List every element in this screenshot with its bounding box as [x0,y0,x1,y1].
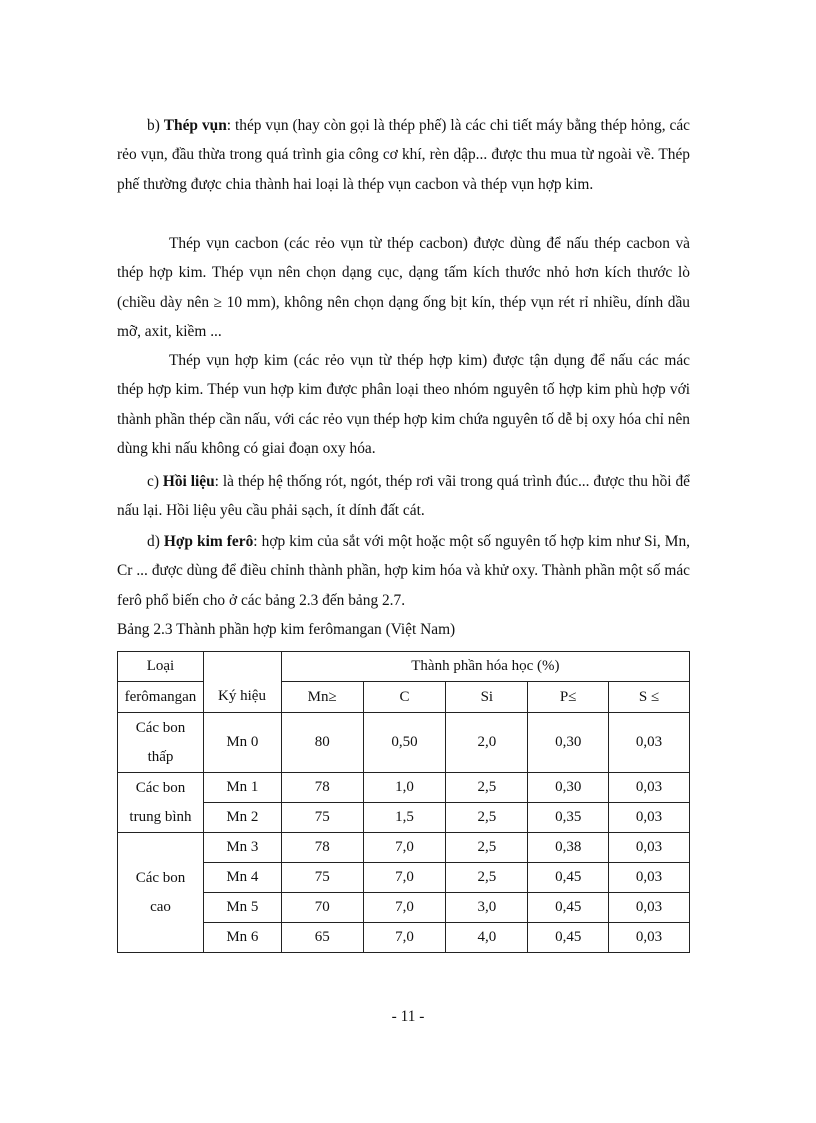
header-composition: Thành phần hóa học (%) [281,652,689,682]
table-caption: Bảng 2.3 Thành phần hợp kim ferômangan (Việt Nam) [117,621,456,638]
si-cell: 2,5 [446,833,528,863]
mn-cell: 75 [281,863,363,893]
group-label-line: thấp [147,748,174,765]
symbol-cell: Mn 5 [203,893,281,923]
p-cell: 0,30 [528,773,609,803]
group-label-line: Các bon [135,779,186,796]
symbol-cell: Mn 2 [203,803,281,833]
group-label-line: cao [150,898,171,915]
s-cell: 0,03 [609,833,690,863]
p-cell: 0,30 [528,713,609,773]
c-cell: 7,0 [363,893,446,923]
item-label: d) [147,533,164,550]
c-cell: 7,0 [363,833,446,863]
mn-cell: 78 [281,833,363,863]
mn-cell: 70 [281,893,363,923]
symbol-cell: Mn 3 [203,833,281,863]
paragraph-return-scrap [117,467,690,526]
table-header-row [118,652,690,682]
header-s: S ≤ [609,682,690,713]
si-cell: 4,0 [446,923,528,953]
s-cell: 0,03 [609,923,690,953]
si-cell: 2,0 [446,713,528,773]
header-symbol-label: Ký hiệu [218,688,266,704]
term-ferroalloy: Hợp kim ferô [163,533,254,550]
paragraph-scrap-steel [117,111,690,199]
table-row [118,833,690,863]
p-cell: 0,45 [528,893,609,923]
c-cell: 1,0 [363,773,446,803]
si-cell: 3,0 [446,893,528,923]
p-cell: 0,35 [528,803,609,833]
si-cell: 2,5 [446,863,528,893]
symbol-cell: Mn 1 [203,773,281,803]
symbol-cell: Mn 4 [203,863,281,893]
paragraph-carbon-scrap: Thép vụn cacbon (các rẻo vụn từ thép cacbon) được dùng để nấu thép cacbon và thép hợp kim. Thép vụn nên chọn dạng cục, dạng tấm kích thước nhỏ hơn kích thước lò (chiều dày nên ≥ 10 mm), không nên chọn dạng ống bịt kín, thép vụn rét rỉ nhiều, dính dầu mỡ, axit, kiềm ... [117,235,690,340]
s-cell: 0,03 [609,803,690,833]
mn-cell: 75 [281,803,363,833]
group-low-carbon [118,713,204,773]
header-si: Si [446,682,528,713]
p-cell: 0,38 [528,833,609,863]
c-cell: 1,5 [363,803,446,833]
header-mn: Mn≥ [281,682,363,713]
p-cell: 0,45 [528,923,609,953]
group-label-line: Các bon [135,869,186,886]
term-return-scrap: Hồi liệu [162,473,215,490]
symbol-cell: Mn 6 [203,923,281,953]
mn-cell: 65 [281,923,363,953]
group-high-carbon [118,833,204,953]
table-row [118,893,690,923]
scrap-steel-text: : thép vụn (hay còn gọi là thép phế) là các chi tiết máy bằng thép hỏng, các rẻo vụn, đầu thừa trong quá trình gia công cơ khí, rèn dập... được thu mua từ ngoài về. Thép phế thường được chia thành hai loại là thép vụn cacbon và thép vụn hợp kim. [117,117,690,193]
group-medium-carbon [118,773,204,833]
table-row [118,923,690,953]
table-row [118,713,690,773]
si-cell: 2,5 [446,773,528,803]
header-p: P≤ [528,682,609,713]
header-c: C [363,682,446,713]
table-row [118,863,690,893]
c-cell: 7,0 [363,923,446,953]
return-scrap-text: : là thép hệ thống rót, ngót, thép rơi vãi trong quá trình đúc... được thu hồi để nấu lại. Hồi liệu yêu cầu phải sạch, ít dính đất cát. [117,473,690,520]
c-cell: 0,50 [363,713,446,773]
table-row [118,773,690,803]
si-cell: 2,5 [446,803,528,833]
s-cell: 0,03 [609,863,690,893]
group-label-line: Các bon [135,719,186,736]
item-label: c) [147,473,163,490]
item-label: b) [147,117,164,134]
s-cell: 0,03 [609,713,690,773]
paragraph-ferroalloy [117,527,690,615]
table-row [118,803,690,833]
symbol-cell: Mn 0 [203,713,281,773]
s-cell: 0,03 [609,893,690,923]
header-type-cell-2: ferômangan [118,682,204,713]
p-cell: 0,45 [528,863,609,893]
paragraph-alloy-scrap: Thép vụn hợp kim (các rẻo vụn từ thép hợp kim) được tận dụng để nấu các mác thép hợp kim. Thép vun hợp kim được phân loại theo nhóm nguyên tố hợp kim phù hợp với thành phần thép cần nấu, với các rẻo vụn thép hợp kim chứa nguyên tố dễ bị oxy hóa chỉ nên dùng khi nấu không có giai đoạn oxy hóa. [117,352,690,457]
header-type-cell: Loại [118,652,204,682]
group-label-line: trung bình [129,808,192,825]
page-number: - 11 - [391,1008,425,1025]
c-cell: 7,0 [363,863,446,893]
mn-cell: 78 [281,773,363,803]
ferroalloy-text: : hợp kim của sắt với một hoặc một số nguyên tố hợp kim như Si, Mn, Cr ... được dùng để điều chỉnh thành phần, hợp kim hóa và khử oxy. Thành phần một số mác ferô phổ biến cho ở các bảng 2.3 đến bảng 2.7. [117,533,691,609]
term-scrap-steel: Thép vụn [163,117,227,134]
s-cell: 0,03 [609,773,690,803]
mn-cell: 80 [281,713,363,773]
